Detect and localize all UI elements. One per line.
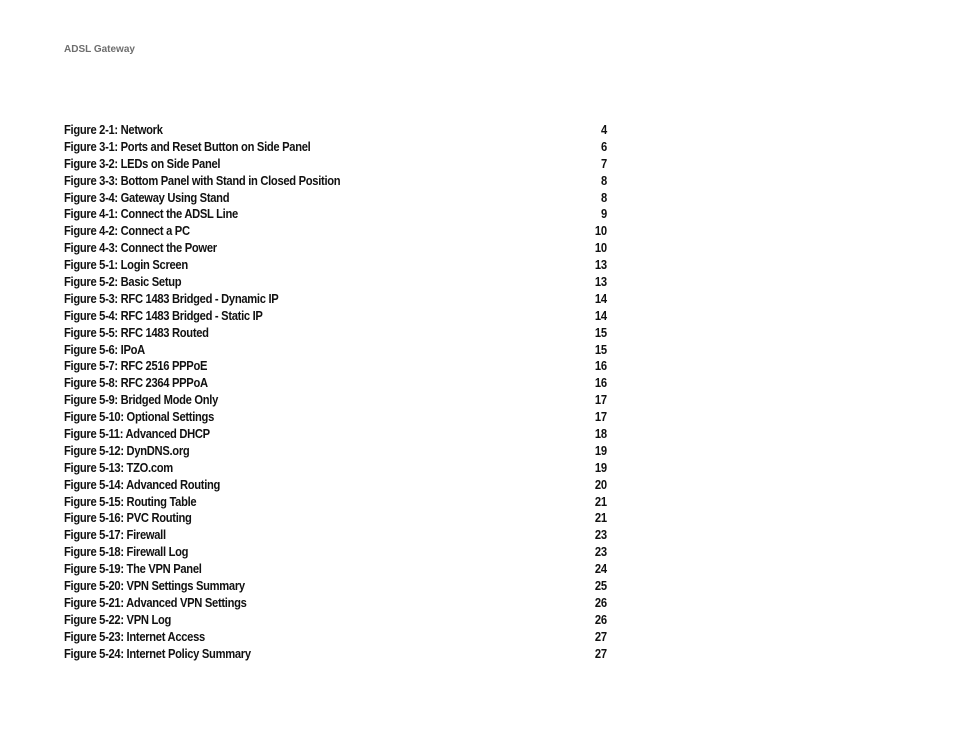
figure-title: Figure 5-15: Routing Table [64,493,197,509]
list-item[interactable] [64,308,607,325]
page-number: 7 [601,155,607,171]
figure-title: Figure 5-8: RFC 2364 PPPoA [64,375,208,391]
figure-title: Figure 5-21: Advanced VPN Settings [64,594,247,610]
figure-title: Figure 4-1: Connect the ADSL Line [64,206,238,222]
list-item[interactable] [64,646,607,663]
figure-title: Figure 3-4: Gateway Using Stand [64,189,230,205]
list-item[interactable] [64,578,607,595]
figure-title: Figure 5-18: Firewall Log [64,544,189,560]
page-number: 9 [601,206,607,222]
list-item[interactable] [64,409,607,426]
list-item[interactable] [64,358,607,375]
list-item[interactable] [64,595,607,612]
list-item[interactable] [64,240,607,257]
list-item[interactable] [64,561,607,578]
list-item[interactable] [64,629,607,646]
page-number: 27 [595,645,607,661]
figure-title: Figure 4-3: Connect the Power [64,240,217,256]
page-number: 16 [595,375,607,391]
list-item[interactable] [64,426,607,443]
list-item[interactable] [64,122,607,139]
page-number: 14 [595,307,607,323]
figure-title: Figure 5-16: PVC Routing [64,510,192,526]
page-number: 8 [601,189,607,205]
figure-title: Figure 5-23: Internet Access [64,628,205,644]
list-item[interactable] [64,291,607,308]
list-item[interactable] [64,274,607,291]
figure-title: Figure 5-3: RFC 1483 Bridged - Dynamic IP [64,290,279,306]
figure-title: Figure 5-12: DynDNS.org [64,442,190,458]
list-item[interactable] [64,527,607,544]
page-number: 15 [595,324,607,340]
list-item[interactable] [64,494,607,511]
page-number: 13 [595,274,607,290]
page-number: 26 [595,611,607,627]
page-number: 4 [601,122,607,137]
figure-title: Figure 5-7: RFC 2516 PPPoE [64,358,208,374]
page-number: 24 [595,561,607,577]
page-number: 23 [595,544,607,560]
figure-title: Figure 5-13: TZO.com [64,459,173,475]
list-item[interactable] [64,392,607,409]
page-number: 19 [595,459,607,475]
figure-title: Figure 5-24: Internet Policy Summary [64,645,251,661]
figure-title: Figure 5-14: Advanced Routing [64,476,221,492]
list-item[interactable] [64,156,607,173]
running-header: ADSL Gateway [64,44,135,55]
page-number: 20 [595,476,607,492]
list-item[interactable] [64,206,607,223]
list-item[interactable] [64,139,607,156]
figure-title: Figure 3-2: LEDs on Side Panel [64,155,221,171]
figure-title: Figure 3-1: Ports and Reset Button on Side Panel [64,138,311,154]
page-number: 6 [601,138,607,154]
figure-title: Figure 5-11: Advanced DHCP [64,426,210,442]
figure-title: Figure 5-20: VPN Settings Summary [64,578,245,594]
page-number: 8 [601,172,607,188]
figure-title: Figure 3-3: Bottom Panel with Stand in Closed Position [64,172,341,188]
figure-title: Figure 5-22: VPN Log [64,611,172,627]
list-item[interactable] [64,223,607,240]
list-item[interactable] [64,342,607,359]
list-item[interactable] [64,190,607,207]
page-number: 10 [595,223,607,239]
figure-title: Figure 5-2: Basic Setup [64,274,182,290]
page-number: 10 [595,240,607,256]
page-number: 14 [595,290,607,306]
list-item[interactable] [64,460,607,477]
figure-title: Figure 5-6: IPoA [64,341,145,357]
figure-title: Figure 5-9: Bridged Mode Only [64,392,219,408]
list-item[interactable] [64,443,607,460]
list-item[interactable] [64,173,607,190]
figure-title: Figure 4-2: Connect a PC [64,223,190,239]
page-number: 19 [595,442,607,458]
page-number: 18 [595,426,607,442]
list-item[interactable] [64,375,607,392]
figure-title: Figure 5-17: Firewall [64,527,166,543]
list-item[interactable] [64,544,607,561]
figure-title: Figure 5-4: RFC 1483 Bridged - Static IP [64,307,263,323]
list-item[interactable] [64,477,607,494]
figure-title: Figure 5-10: Optional Settings [64,409,215,425]
list-item[interactable] [64,510,607,527]
page-number: 17 [595,392,607,408]
page-number: 17 [595,409,607,425]
page-number: 21 [595,510,607,526]
figure-title: Figure 2-1: Network [64,122,163,137]
page-number: 27 [595,628,607,644]
page-number: 16 [595,358,607,374]
page-number: 13 [595,257,607,273]
figure-title: Figure 5-1: Login Screen [64,257,188,273]
page-number: 21 [595,493,607,509]
page-number: 15 [595,341,607,357]
page-number: 23 [595,527,607,543]
list-item[interactable] [64,612,607,629]
list-item[interactable] [64,325,607,342]
page-number: 25 [595,578,607,594]
page-number: 26 [595,594,607,610]
list-item[interactable] [64,257,607,274]
figure-title: Figure 5-5: RFC 1483 Routed [64,324,209,340]
list-of-figures [64,122,607,663]
figure-title: Figure 5-19: The VPN Panel [64,561,202,577]
